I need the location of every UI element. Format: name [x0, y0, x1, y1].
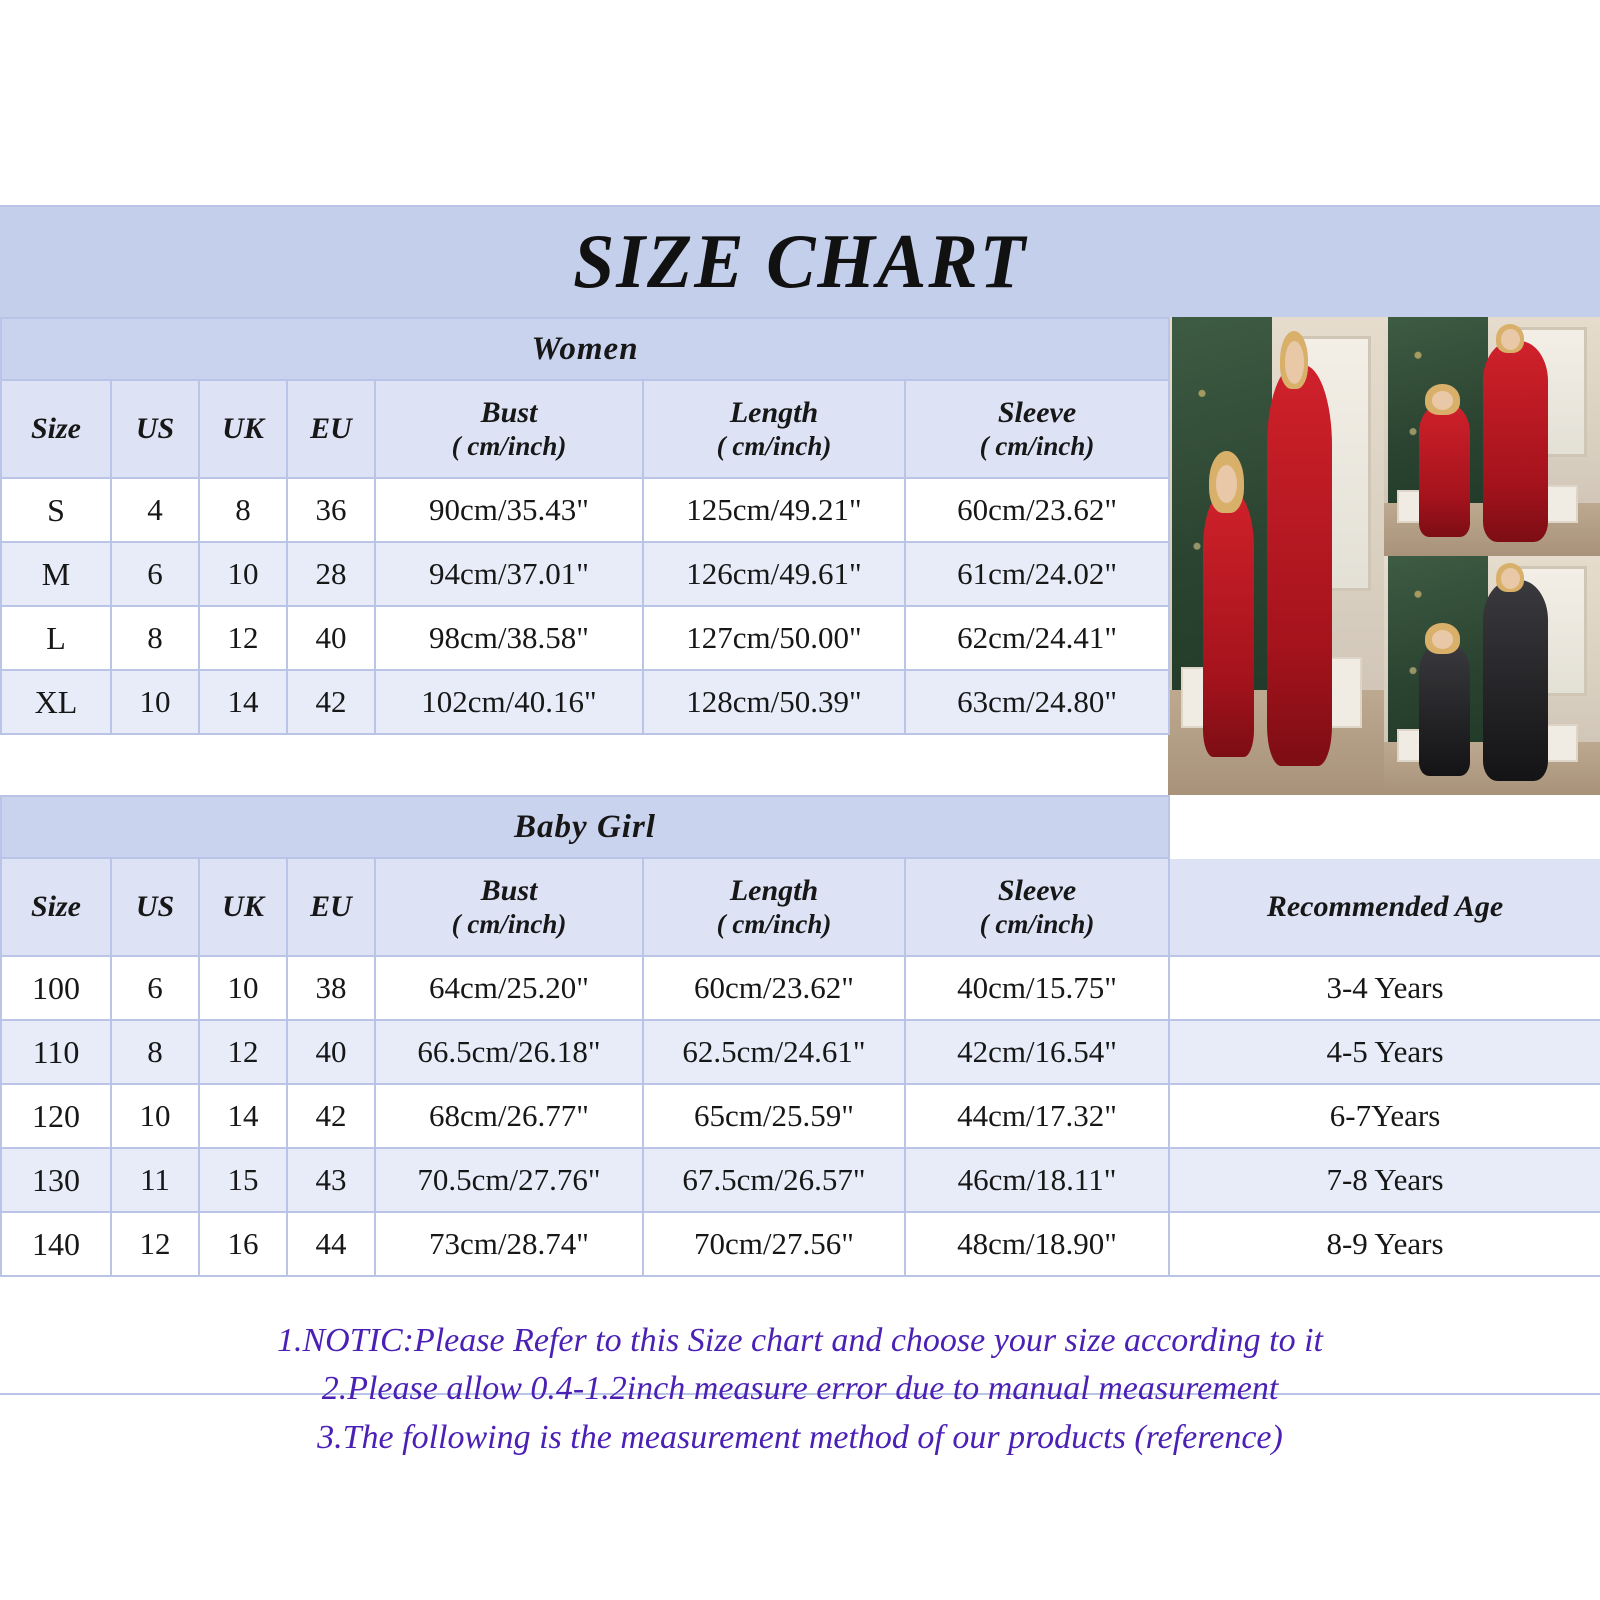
cell-uk: 8	[199, 478, 287, 542]
col-header-sleeve	[905, 858, 1169, 956]
col-header-length-unit: ( cm/inch)	[716, 908, 832, 939]
cell-eu: 44	[287, 1212, 375, 1276]
cell-eu: 36	[287, 478, 375, 542]
photo-mother-daughter-red-small	[1384, 317, 1600, 556]
cell-sleeve: 40cm/15.75"	[905, 956, 1169, 1020]
page-title: SIZE CHART	[573, 218, 1027, 305]
cell-eu: 43	[287, 1148, 375, 1212]
col-header-bust-label: Bust	[480, 874, 538, 908]
cell-bust: 70.5cm/27.76"	[375, 1148, 643, 1212]
size-chart-card	[0, 205, 1600, 1456]
cell-bust: 94cm/37.01"	[375, 542, 643, 606]
cell-length: 126cm/49.61"	[643, 542, 905, 606]
table-column-headers-women	[1, 380, 1169, 478]
cell-sleeve: 48cm/18.90"	[905, 1212, 1169, 1276]
cell-uk: 12	[199, 606, 287, 670]
cell-size: S	[1, 478, 111, 542]
product-photo-collage	[1168, 317, 1600, 795]
cell-us: 12	[111, 1212, 199, 1276]
col-header-length-unit: ( cm/inch)	[716, 430, 832, 461]
cell-uk: 14	[199, 670, 287, 734]
cell-recommended-age: 6-7Years	[1169, 1084, 1600, 1148]
cell-us: 8	[111, 1020, 199, 1084]
cell-size: 130	[1, 1148, 111, 1212]
cell-size: 140	[1, 1212, 111, 1276]
table-section-header-women	[1, 318, 1169, 380]
table-row	[1, 1212, 1600, 1276]
table-row	[1, 1084, 1600, 1148]
cell-length: 65cm/25.59"	[643, 1084, 905, 1148]
col-header-length-label: Length	[729, 874, 819, 908]
table-row	[1, 1148, 1600, 1212]
size-chart-notes	[0, 1317, 1600, 1462]
cell-size: XL	[1, 670, 111, 734]
col-header-sleeve-unit: ( cm/inch)	[979, 908, 1095, 939]
cell-recommended-age: 3-4 Years	[1169, 956, 1600, 1020]
cell-uk: 15	[199, 1148, 287, 1212]
cell-us: 10	[111, 1084, 199, 1148]
photo-mother-daughter-black-small	[1384, 556, 1600, 795]
cell-length: 125cm/49.21"	[643, 478, 905, 542]
note-line-3: 3.The following is the measurement method of our products (reference)	[317, 1418, 1283, 1456]
col-header-us: US	[111, 380, 199, 478]
table-row	[1, 670, 1169, 734]
cell-size: 110	[1, 1020, 111, 1084]
chart-body	[0, 317, 1600, 1456]
note-line-2: 2.Please allow 0.4-1.2inch measure error due to manual measurement	[321, 1370, 1279, 1408]
note-line-1: 1.NOTIC:Please Refer to this Size chart and choose your size according to it	[277, 1322, 1323, 1359]
cell-eu: 28	[287, 542, 375, 606]
cell-recommended-age: 7-8 Years	[1169, 1148, 1600, 1212]
baby-girl-size-table	[0, 795, 1600, 1277]
cell-size: 100	[1, 956, 111, 1020]
col-header-uk: UK	[199, 380, 287, 478]
cell-eu: 40	[287, 606, 375, 670]
col-header-sleeve-label: Sleeve	[997, 396, 1077, 430]
table-column-headers-baby-girl	[1, 858, 1600, 956]
cell-bust: 66.5cm/26.18"	[375, 1020, 643, 1084]
table-row	[1, 606, 1169, 670]
cell-bust: 64cm/25.20"	[375, 956, 643, 1020]
section-spacer	[1169, 796, 1600, 858]
table-row	[1, 1020, 1600, 1084]
cell-uk: 16	[199, 1212, 287, 1276]
col-header-length	[643, 858, 905, 956]
cell-bust: 90cm/35.43"	[375, 478, 643, 542]
col-header-sleeve	[905, 380, 1169, 478]
col-header-bust-unit: ( cm/inch)	[451, 430, 567, 461]
cell-length: 60cm/23.62"	[643, 956, 905, 1020]
cell-us: 10	[111, 670, 199, 734]
cell-recommended-age: 4-5 Years	[1169, 1020, 1600, 1084]
col-header-bust-unit: ( cm/inch)	[451, 908, 567, 939]
women-size-table	[0, 317, 1170, 735]
cell-sleeve: 60cm/23.62"	[905, 478, 1169, 542]
section-label-baby-girl: Baby Girl	[1, 796, 1169, 858]
cell-length: 70cm/27.56"	[643, 1212, 905, 1276]
cell-bust: 102cm/40.16"	[375, 670, 643, 734]
col-header-bust-label: Bust	[480, 396, 538, 430]
cell-us: 4	[111, 478, 199, 542]
cell-us: 6	[111, 956, 199, 1020]
cell-uk: 12	[199, 1020, 287, 1084]
cell-bust: 68cm/26.77"	[375, 1084, 643, 1148]
cell-length: 127cm/50.00"	[643, 606, 905, 670]
section-label-women: Women	[1, 318, 1169, 380]
cell-bust: 98cm/38.58"	[375, 606, 643, 670]
photo-mother-daughter-red-large	[1168, 317, 1384, 795]
col-header-us: US	[111, 858, 199, 956]
cell-us: 11	[111, 1148, 199, 1212]
col-header-length-label: Length	[729, 396, 819, 430]
cell-length: 67.5cm/26.57"	[643, 1148, 905, 1212]
cell-sleeve: 62cm/24.41"	[905, 606, 1169, 670]
table-row	[1, 956, 1600, 1020]
cell-us: 8	[111, 606, 199, 670]
cell-sleeve: 44cm/17.32"	[905, 1084, 1169, 1148]
col-header-bust	[375, 858, 643, 956]
col-header-eu: EU	[287, 380, 375, 478]
cell-bust: 73cm/28.74"	[375, 1212, 643, 1276]
cell-sleeve: 63cm/24.80"	[905, 670, 1169, 734]
cell-uk: 14	[199, 1084, 287, 1148]
cell-length: 128cm/50.39"	[643, 670, 905, 734]
cell-recommended-age: 8-9 Years	[1169, 1212, 1600, 1276]
cell-sleeve: 46cm/18.11"	[905, 1148, 1169, 1212]
cell-eu: 42	[287, 1084, 375, 1148]
cell-length: 62.5cm/24.61"	[643, 1020, 905, 1084]
cell-eu: 42	[287, 670, 375, 734]
chart-title-bar	[0, 207, 1600, 317]
col-header-recommended-age: Recommended Age	[1169, 858, 1600, 956]
table-row	[1, 542, 1169, 606]
col-header-sleeve-label: Sleeve	[997, 874, 1077, 908]
col-header-size: Size	[1, 380, 111, 478]
col-header-uk: UK	[199, 858, 287, 956]
cell-size: L	[1, 606, 111, 670]
cell-us: 6	[111, 542, 199, 606]
cell-uk: 10	[199, 542, 287, 606]
table-row	[1, 478, 1169, 542]
col-header-eu: EU	[287, 858, 375, 956]
cell-size: M	[1, 542, 111, 606]
col-header-length	[643, 380, 905, 478]
cell-size: 120	[1, 1084, 111, 1148]
col-header-sleeve-unit: ( cm/inch)	[979, 430, 1095, 461]
col-header-size: Size	[1, 858, 111, 956]
cell-sleeve: 42cm/16.54"	[905, 1020, 1169, 1084]
cell-eu: 38	[287, 956, 375, 1020]
cell-uk: 10	[199, 956, 287, 1020]
col-header-bust	[375, 380, 643, 478]
cell-sleeve: 61cm/24.02"	[905, 542, 1169, 606]
cell-eu: 40	[287, 1020, 375, 1084]
table-section-header-baby-girl	[1, 796, 1600, 858]
